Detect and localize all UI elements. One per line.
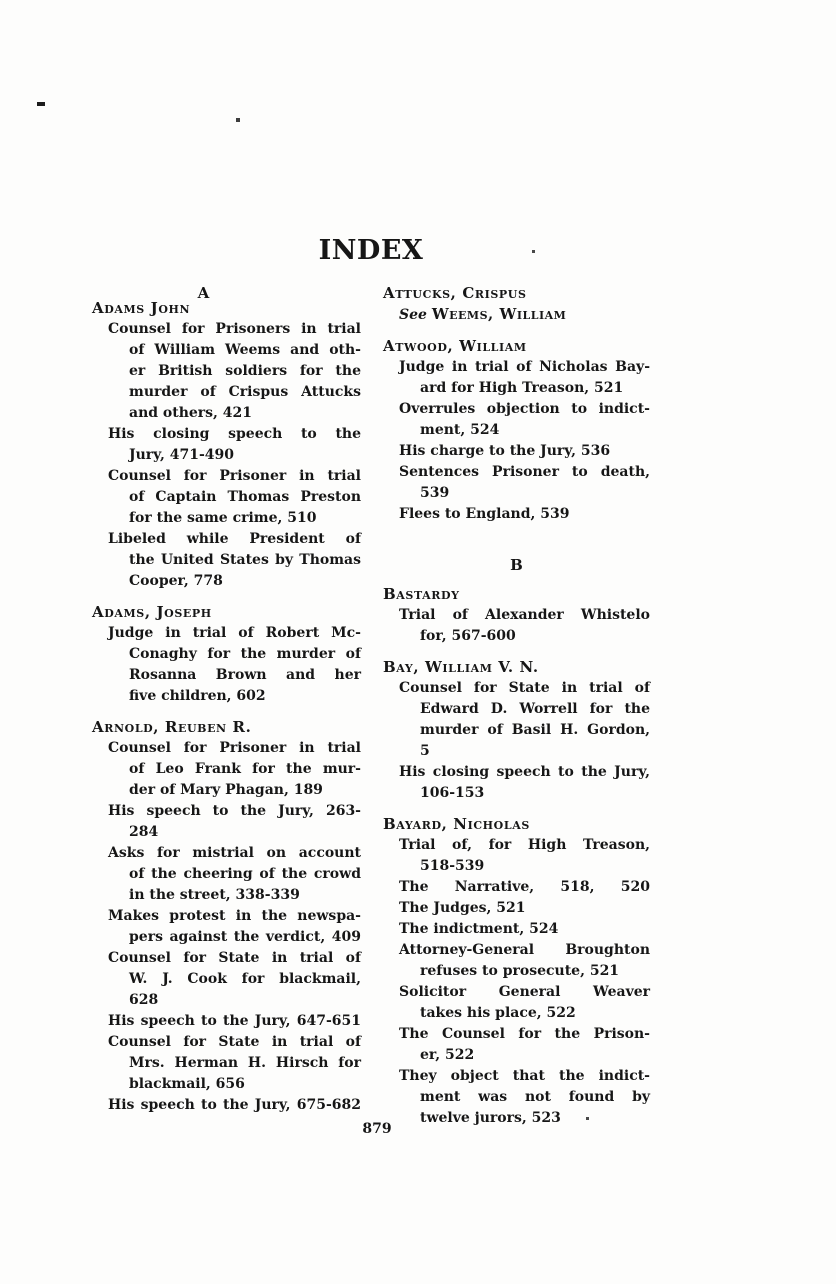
entry-line: ment, 524 (420, 422, 500, 438)
entry-line: the United States by Thomas (129, 552, 361, 568)
entry-line: His charge to the Jury, 536 (399, 443, 611, 459)
entry-line: Overrules objection to indict- (399, 401, 650, 417)
page-title: INDEX (318, 235, 424, 266)
entry-line: His speech to the Jury, 263- (108, 803, 361, 819)
see-reference-label: See (399, 307, 432, 323)
entry-heading: Adams John (92, 299, 191, 317)
index-entry (383, 336, 650, 525)
entry-line: Conaghy for the murder of (129, 646, 361, 662)
entry-line: of the cheering of the crowd (129, 866, 361, 882)
entry-line: W. J. Cook for blackmail, (129, 971, 361, 987)
entry-line (383, 304, 650, 326)
see-reference-target: Weems, William (431, 305, 567, 323)
entry-line: The Counsel for the Prison- (399, 1026, 650, 1042)
entry-line: of William Weems and oth- (129, 342, 361, 358)
entry-line: der of Mary Phagan, 189 (129, 782, 323, 798)
entry-line: Counsel for Prisoner in trial (108, 740, 361, 756)
entry-line: Counsel for Prisoners in trial (108, 321, 361, 337)
scan-artifact-dot (236, 118, 240, 122)
entry-line: Judge in trial of Robert Mc- (108, 625, 361, 641)
entry-line: in the street, 338-339 (129, 887, 300, 903)
entry-heading: Adams, Joseph (92, 603, 212, 621)
entry-line: takes his place, 522 (420, 1005, 576, 1021)
entry-line: 284 (129, 824, 159, 840)
entry-line: Libeled while President of (108, 531, 361, 547)
entry-line: Sentences Prisoner to death, (399, 464, 650, 480)
entry-heading: Bay, William V. N. (383, 658, 539, 676)
entry-line: ard for High Treason, 521 (420, 380, 624, 396)
letter-heading: A (197, 284, 210, 302)
entry-line: Judge in trial of Nicholas Bay- (399, 359, 650, 375)
entry-line: blackmail, 656 (129, 1076, 245, 1092)
entry-line: er, 522 (420, 1047, 475, 1063)
entry-line: His closing speech to the Jury, (399, 764, 650, 780)
entry-line: Trial of Alexander Whistelo (399, 607, 650, 623)
entry-line: Flees to England, 539 (399, 506, 570, 522)
index-column-left (92, 283, 361, 1116)
index-column-right (383, 283, 650, 1129)
entry-line: Attorney-General Broughton (399, 942, 650, 958)
entry-line: Counsel for State in trial of (399, 680, 650, 696)
entry-line: Counsel for State in trial of (108, 950, 361, 966)
entry-line: er British soldiers for the (129, 363, 361, 379)
entry-line: 106-153 (420, 785, 485, 801)
index-entry (92, 602, 361, 707)
entry-line: Asks for mistrial on account (108, 845, 361, 861)
scan-artifact-dash (37, 102, 45, 106)
entry-line: Edward D. Worrell for the (420, 701, 650, 717)
entry-line: Jury, 471-490 (129, 447, 234, 463)
index-entry (383, 283, 650, 326)
index-entry (383, 657, 650, 804)
entry-line: Counsel for State in trial of (108, 1034, 361, 1050)
entry-heading: Bayard, Nicholas (383, 815, 530, 833)
index-entry (92, 298, 361, 592)
entry-line: 5 (420, 743, 430, 759)
entry-line: Mrs. Herman H. Hirsch for (129, 1055, 361, 1071)
index-entry (383, 584, 650, 647)
entry-line: The Narrative, 518, 520 (399, 879, 650, 895)
entry-line: for the same crime, 510 (129, 510, 317, 526)
entry-heading: Arnold, Reuben R. (92, 718, 252, 736)
entry-heading: Bastardy (383, 585, 460, 603)
letter-heading: B (510, 556, 523, 574)
entry-line: His speech to the Jury, 675-682 (108, 1097, 361, 1113)
entry-line: They object that the indict- (399, 1068, 650, 1084)
entry-line: of Leo Frank for the mur- (129, 761, 361, 777)
index-entry (383, 814, 650, 1129)
entry-line: The Judges, 521 (399, 900, 526, 916)
entry-line: pers against the verdict, 409 (129, 929, 361, 945)
entry-line: five children, 602 (129, 688, 266, 704)
entry-line: twelve jurors, 523 (420, 1110, 561, 1126)
entry-line: Solicitor General Weaver (399, 984, 650, 1000)
entry-heading: Attucks, Crispus (383, 284, 527, 302)
entry-heading: Atwood, William (383, 337, 527, 355)
entry-line: murder of Crispus Attucks (129, 384, 361, 400)
entry-line: refuses to prosecute, 521 (420, 963, 620, 979)
index-entry (92, 717, 361, 1116)
entry-line: Rosanna Brown and her (129, 667, 361, 683)
entry-line: Makes protest in the newspa- (108, 908, 361, 924)
entry-line: 518-539 (420, 858, 485, 874)
page-number: 879 (362, 1121, 392, 1137)
entry-line: 539 (420, 485, 450, 501)
entry-line: His speech to the Jury, 647-651 (108, 1013, 361, 1029)
entry-line: The indictment, 524 (399, 921, 559, 937)
entry-line: ment was not found by (420, 1089, 650, 1105)
entry-line: His closing speech to the (108, 426, 361, 442)
entry-line: Cooper, 778 (129, 573, 223, 589)
entry-line: and others, 421 (129, 405, 253, 421)
entry-line: Counsel for Prisoner in trial (108, 468, 361, 484)
entry-line: 628 (129, 992, 159, 1008)
entry-line: Trial of, for High Treason, (399, 837, 650, 853)
entry-line: murder of Basil H. Gordon, (420, 722, 650, 738)
entry-line: of Captain Thomas Preston (129, 489, 361, 505)
entry-line: for, 567-600 (420, 628, 516, 644)
